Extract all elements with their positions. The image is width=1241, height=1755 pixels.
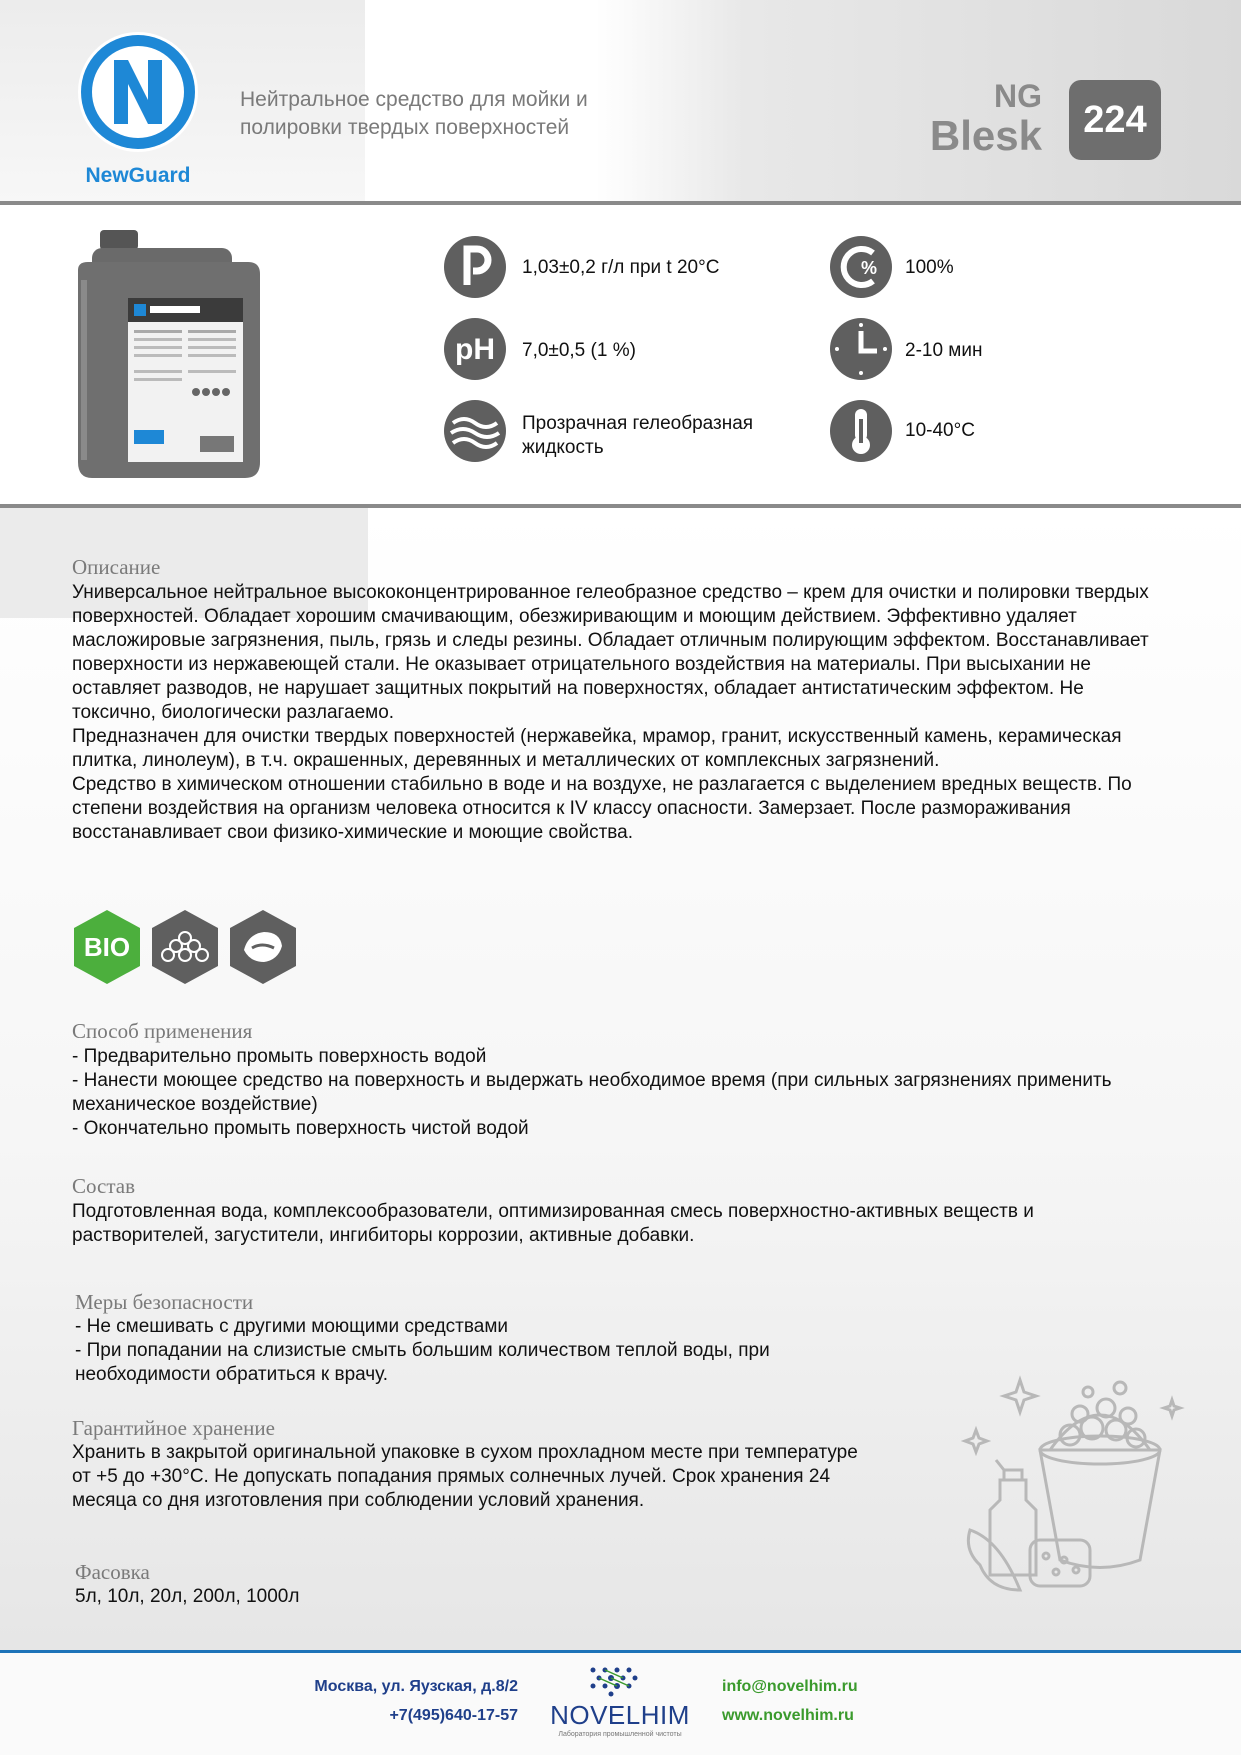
footer-address: Москва, ул. Яузская, д.8/2 [314, 1678, 518, 1695]
ph-value: 7,0±0,5 (1 %) [522, 340, 636, 361]
product-name: Blesk [929, 112, 1042, 159]
cleaning-supplies-illustration [960, 1360, 1190, 1600]
thermometer-icon [829, 399, 893, 463]
bio-badge [72, 908, 142, 986]
exposure-time-value: 2-10 мин [905, 340, 983, 361]
packaging-heading: Фасовка [75, 1560, 150, 1584]
concentration-icon [829, 235, 893, 299]
safety-line: - При попадании на слизистые смыть большим количеством теплой воды, при необходимости обратиться к врачу. [75, 1340, 770, 1385]
safety-line: - Не смешивать с другими моющими средствами [75, 1316, 508, 1337]
composition-heading: Состав [72, 1174, 136, 1198]
description-paragraph: Средство в химическом отношении стабильно в воде и на воздухе, не разлагается с выделением вредных веществ. По степени воздействия на организм человека относится к IV классу опасности. Замерзает. После размораживания восстанавливает свои физико-химические и моющие свойства. [72, 774, 1132, 843]
code-prefix: NG [994, 78, 1042, 114]
description-text [72, 581, 1172, 845]
logo-text: NewGuard [85, 164, 191, 187]
safety-text [75, 1315, 875, 1387]
composition-text: Подготовленная вода, комплексообразователи, оптимизированная смесь поверхностно-активных веществ и растворителей, загустители, ингибиторы коррозии, активные добавки. [72, 1201, 1034, 1246]
safety-heading: Меры безопасности [75, 1290, 254, 1314]
canister-image [70, 230, 265, 480]
usage-step: - Нанести моющее средство на поверхность и выдержать необходимое время (при сильных загрязнениях применить механическое воздействие) [72, 1070, 1112, 1115]
novelhim-logo-icon [583, 1664, 647, 1700]
bio-badge-text: BIO [83, 932, 131, 962]
novelhim-tagline: Лаборатория промышленной чистоты [558, 1731, 682, 1738]
description-paragraph: Универсальное нейтральное высококонцентрированное гелеобразное средство – крем для очистки и полировки твердых поверхностей. Обладает хорошим смачивающим, обезжиривающим и моющим действием. Эффективно удаляет масложировые загрязнения, пыль, грязь и следы резины. Обладает отличным полирующим эффектом. Восстанавливает поверхности из нержавеющей стали. Не оказывает отрицательного воздействия на материалы. При высыхании не оставляет разводов, не нарушает защитных покрытий на поверхностях, обладает антистатическим эффектом. Не токсично, биологически разлагаемо. [72, 582, 1149, 723]
appearance-value: Прозрачная гелеобразная жидкость [522, 413, 754, 458]
usage-step: - Предварительно промыть поверхность водой [72, 1046, 487, 1067]
storage-text: Хранить в закрытой оригинальной упаковке в сухом прохладном месте при температуре от +5 до +30°С. Не допускать попадания прямых солнечных лучей. Срок хранения 24 месяца со дня изготовления при соблюдении условий хранения. [72, 1442, 858, 1511]
concentration-value: 100% [905, 257, 954, 278]
description-paragraph: Предназначен для очистки твердых поверхностей (нержавейка, мрамор, гранит, искусственный камень, керамическая плитка, линолеум), в т.ч. окрашенных, деревянных и металлических от комплексных загрязнений. [72, 726, 1122, 771]
usage-step: - Окончательно промыть поверхность чистой водой [72, 1118, 529, 1139]
product-subtitle: Нейтральное средство для мойки и полировки твердых поверхностей [240, 88, 588, 139]
density-value: 1,03±0,2 г/л при t 20°C [522, 257, 720, 278]
header-divider [0, 201, 1241, 205]
density-icon [443, 235, 507, 299]
packaging-text: 5л, 10л, 20л, 200л, 1000л [75, 1586, 300, 1607]
svg-text:pH: pH [455, 333, 495, 366]
temperature-value: 10-40°C [905, 420, 975, 441]
novelhim-brand: NOVELHIM [550, 1700, 690, 1730]
newguard-logo [72, 30, 204, 190]
clock-icon [829, 317, 893, 381]
usage-heading: Способ применения [72, 1019, 253, 1043]
svg-text:%: % [860, 258, 878, 278]
description-heading: Описание [72, 555, 161, 579]
ph-icon [443, 317, 507, 381]
storage-heading: Гарантийное хранение [72, 1416, 275, 1440]
hand-care-badge-icon [228, 908, 298, 986]
footer-email-link[interactable]: info@novelhim.ru [722, 1678, 858, 1695]
product-number-badge: 224 [1069, 80, 1161, 160]
foam-badge-icon [150, 908, 220, 986]
liquid-icon [443, 399, 507, 463]
usage-text [72, 1045, 1172, 1141]
footer-phone[interactable]: +7(495)640-17-57 [389, 1707, 518, 1724]
footer-website-link[interactable]: www.novelhim.ru [722, 1707, 854, 1724]
